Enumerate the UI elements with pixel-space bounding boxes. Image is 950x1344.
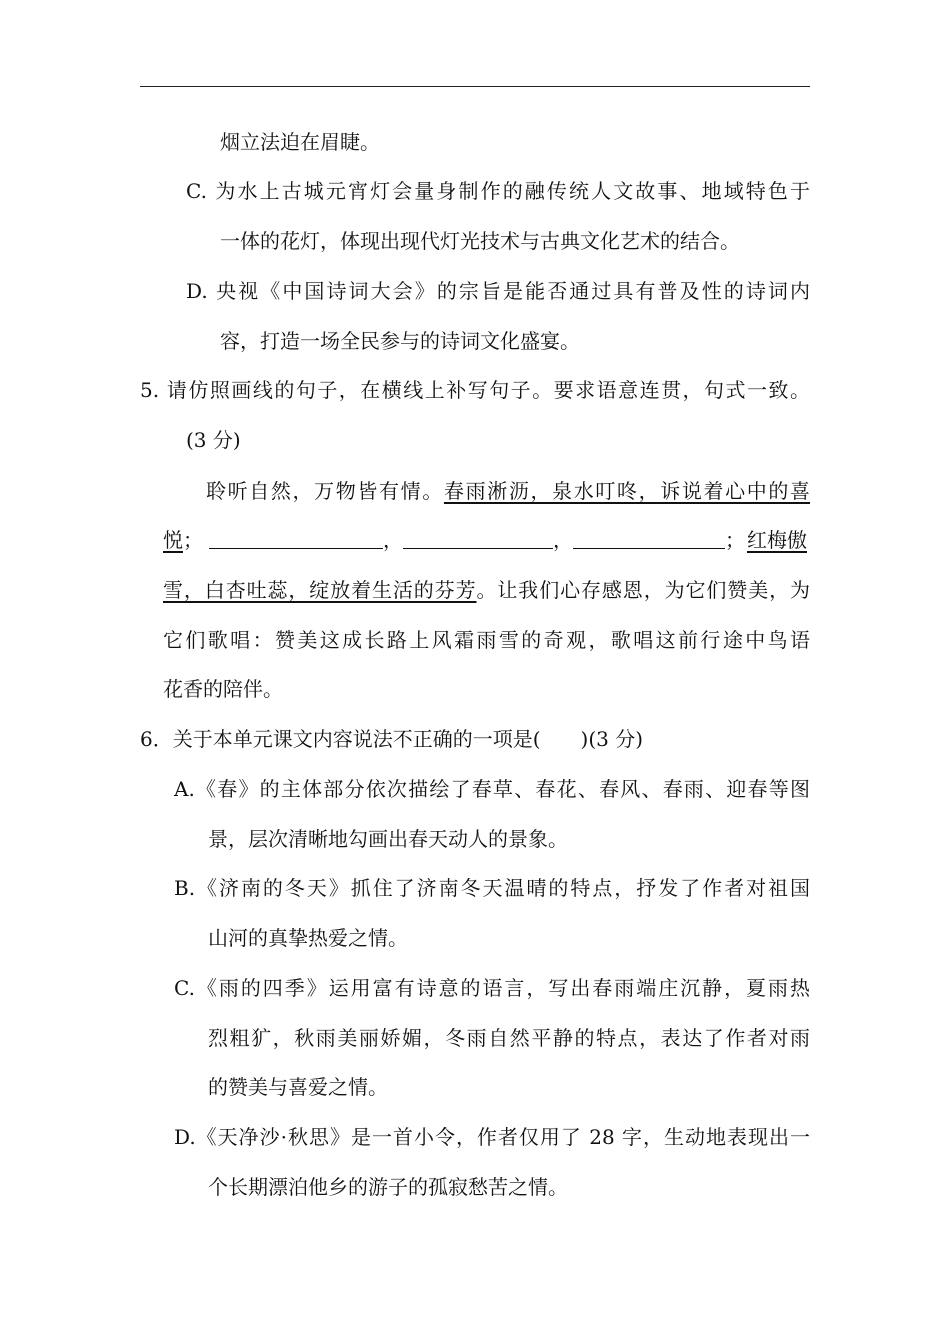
q5-points: (3 分) [186, 428, 241, 452]
q6-option-a-line2: 景，层次清晰地勾画出春天动人的景象。 [208, 827, 568, 851]
q6-stem: 6．关于本单元课文内容说法不正确的一项是( )(3 分) [140, 727, 644, 751]
header-rule [140, 86, 810, 87]
q5-model-sentence-part2: 悦 [163, 528, 183, 552]
q4-option-b-continuation: 烟立法迫在眉睫。 [220, 130, 380, 154]
q4-option-d-line2: 容，打造一场全民参与的诗词文化盛宴。 [220, 329, 580, 353]
q6-option-c-line2: 烈粗犷，秋雨美丽娇媚，冬雨自然平静的特点，表达了作者对雨 [208, 1026, 810, 1050]
q6-option-c-line1: C.《雨的四季》运用富有诗意的语言，写出春雨端庄沉静，夏雨热 [174, 976, 810, 1000]
q5-passage-line5: 花香的陪伴。 [163, 677, 283, 701]
q5-passage-line4: 它们歌唱：赞美这成长路上风霜雨雪的奇观，歌唱这前行途中鸟语 [163, 628, 810, 652]
q4-option-c-line1: C. 为水上古城元宵灯会量身制作的融传统人文故事、地域特色于 [186, 179, 810, 203]
q6-option-a-line1: A.《春》的主体部分依次描绘了春草、春花、春风、春雨、迎春等图 [174, 777, 810, 801]
q5-intro-text: 聆听自然，万物皆有情。 [206, 479, 444, 503]
q5-answer-blank-3[interactable] [573, 528, 725, 549]
q5-model-sentence-2-part2: 雪，白杏吐蕊，绽放着生活的芬芳 [163, 578, 477, 602]
q5-passage-line2: 悦； ， ， ； 红梅傲 [163, 528, 807, 552]
q6-option-b-line2: 山河的真挚热爱之情。 [208, 926, 408, 950]
q5-passage-line3: 雪，白杏吐蕊，绽放着生活的芬芳。让我们心存感恩，为它们赞美，为 [163, 578, 810, 602]
q6-option-d-line2: 个长期漂泊他乡的游子的孤寂愁苦之情。 [208, 1175, 568, 1199]
q5-model-sentence-part1: 春雨淅沥，泉水叮咚，诉说着心中的喜 [443, 479, 811, 503]
q6-option-d-line1: D.《天净沙·秋思》是一首小令，作者仅用了 28 字，生动地表现出一 [174, 1125, 810, 1149]
q6-option-b-line1: B.《济南的冬天》抓住了济南冬天温晴的特点，抒发了作者对祖国 [174, 876, 810, 900]
q5-answer-blank-1[interactable] [209, 528, 383, 549]
q5-model-sentence-2-part1: 红梅傲 [747, 528, 807, 552]
q5-answer-blank-2[interactable] [403, 528, 553, 549]
q4-option-d-line1: D. 央视《中国诗词大会》的宗旨是能否通过具有普及性的诗词内 [186, 279, 810, 303]
q5-passage-line1 [206, 476, 810, 506]
q6-option-c-line3: 的赞美与喜爱之情。 [208, 1075, 388, 1099]
q4-option-c-line2: 一体的花灯，体现出现代灯光技术与古典文化艺术的结合。 [220, 229, 740, 253]
q5-stem: 5. 请仿照画线的句子，在横线上补写句子。要求语意连贯，句式一致。 [140, 378, 810, 402]
